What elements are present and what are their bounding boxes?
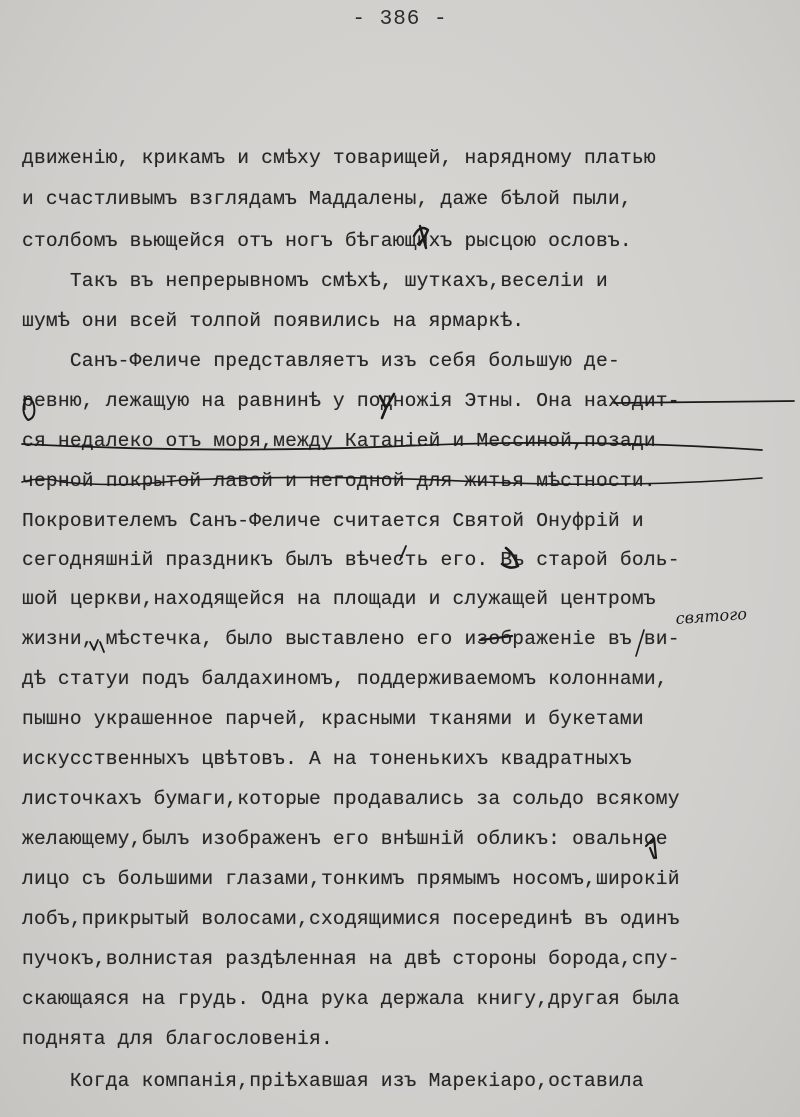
text-line: Покровителемъ Санъ-Феличе считается Святой Онуфрій и xyxy=(22,510,644,532)
text-line: листочкахъ бумаги,которые продавались за сольдо всякому xyxy=(22,788,680,810)
page-number: - 386 - xyxy=(352,8,448,31)
text-line: ревню, лежащую на равнинѣ у подножія Этны. Она находит- xyxy=(22,390,680,412)
text-line: сегодняшній праздникъ былъ вѣчесть его. Въ старой боль- xyxy=(22,549,680,571)
text-line: движенію, крикамъ и смѣху товарищей, нарядному платью xyxy=(22,147,656,169)
text-line: столбомъ вьющейся отъ ногъ бѣгающихъ рысцою ословъ. xyxy=(22,230,632,252)
text-line: Такъ въ непрерывномъ смѣхѣ, шуткахъ,веселіи и xyxy=(22,270,608,292)
text-line: желающему,былъ изображенъ его внѣшній обликъ: овальное xyxy=(22,828,668,850)
text-line: искусственныхъ цвѣтовъ. А на тоненькихъ квадратныхъ xyxy=(22,748,632,770)
text-line: и счастливымъ взглядамъ Маддалены, даже бѣлой пыли, xyxy=(22,188,632,210)
text-line: ся недалеко отъ моря,между Катаніей и Мессиной,позади xyxy=(22,430,656,452)
text-line: шумѣ они всей толпой появились на ярмаркѣ. xyxy=(22,310,525,332)
text-line: шой церкви,находящейся на площади и служащей центромъ xyxy=(22,588,656,610)
text-line: жизни, мѣстечка, было выставлено его изображеніе въ ви- xyxy=(22,628,680,650)
text-line: черной покрытой лавой и негодной для житья мѣстности. xyxy=(22,470,656,492)
text-line: дѣ статуи подъ балдахиномъ, поддерживаемомъ колоннами, xyxy=(22,668,668,690)
text-line: Санъ-Феличе представляетъ изъ себя большую де- xyxy=(22,350,620,372)
text-line: скающаяся на грудь. Одна рука держала книгу,другая была xyxy=(22,988,680,1010)
text-line: лобъ,прикрытый волосами,сходящимися посерединѣ въ одинъ xyxy=(22,908,680,930)
text-line: Когда компанія,пріѣхавшая изъ Марекіаро,оставила xyxy=(22,1070,644,1092)
text-line: пышно украшенное парчей, красными тканями и букетами xyxy=(22,708,644,730)
text-line: лицо съ большими глазами,тонкимъ прямымъ носомъ,широкій xyxy=(22,868,680,890)
text-line: пучокъ,волнистая раздѣленная на двѣ стороны борода,спу- xyxy=(22,948,680,970)
handwritten-insertion: святого xyxy=(674,604,748,628)
text-line: поднята для благословенія. xyxy=(22,1028,333,1050)
